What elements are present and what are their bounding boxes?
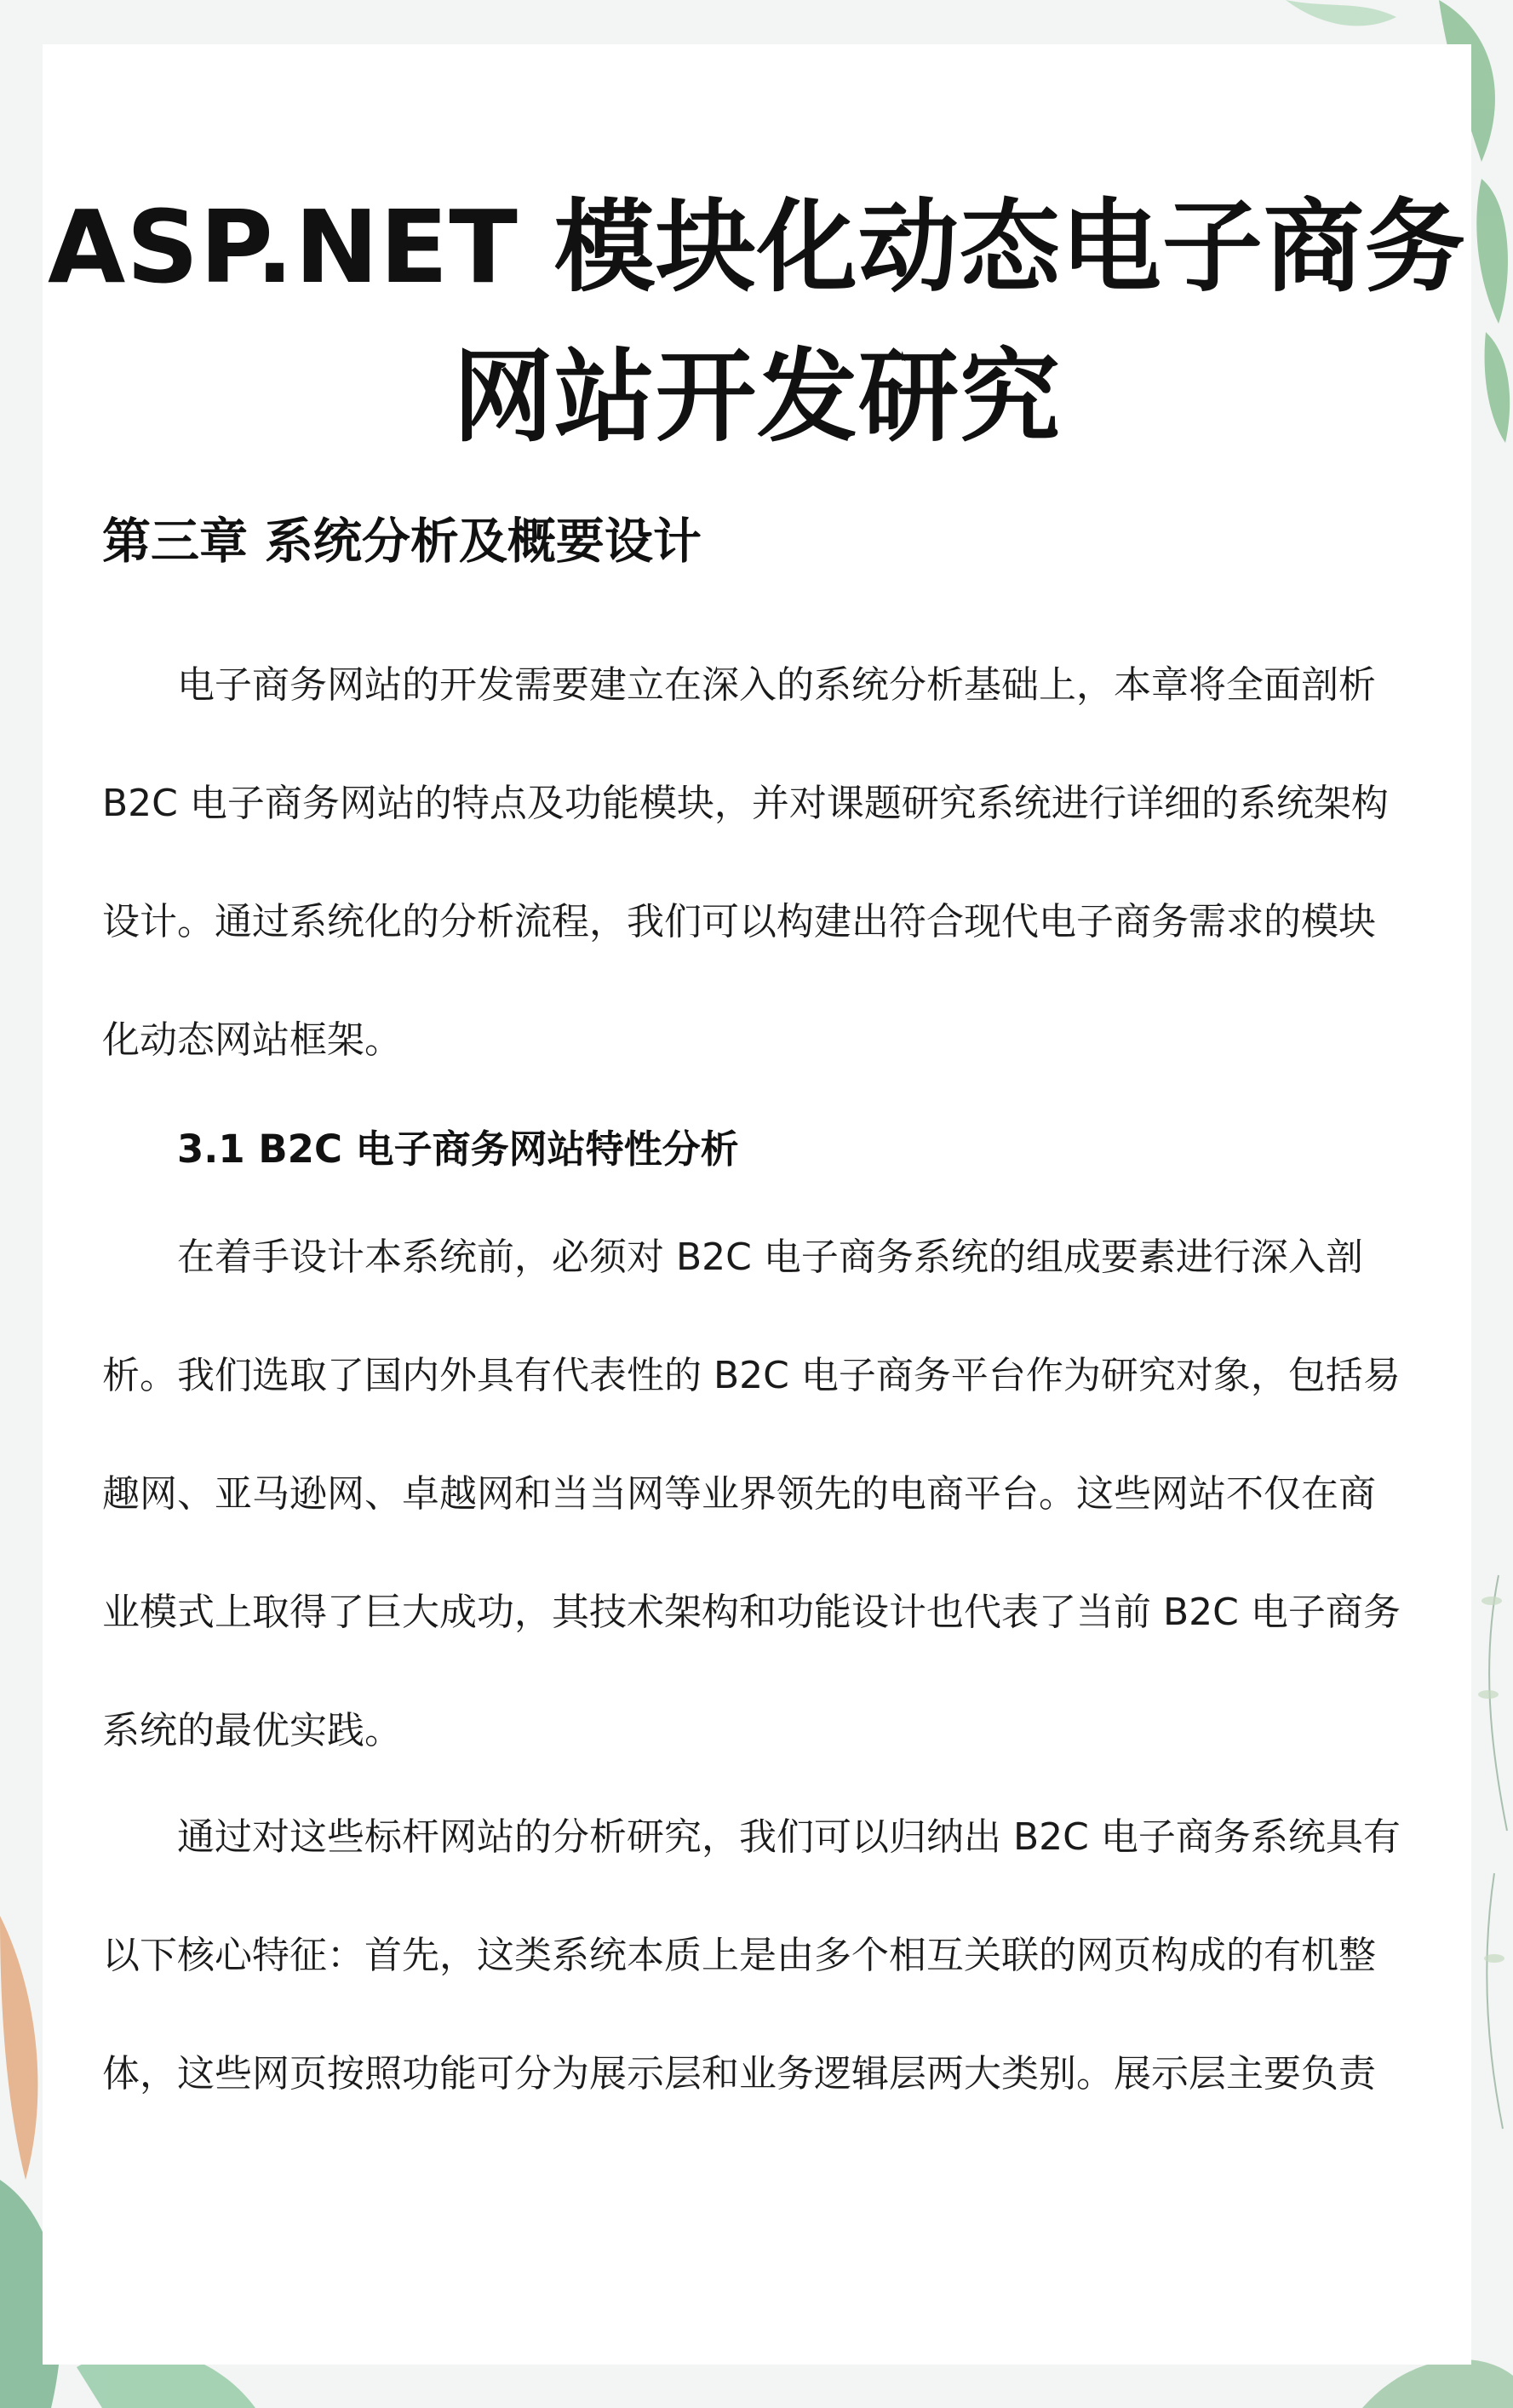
text-line: 趣网、亚马逊网、卓越网和当当网等业界领先的电商平台。这些网站不仅在商 [102,1472,1376,1516]
text-line: 业模式上取得了巨大成功，其技术架构和功能设计也代表了当前 B2C 电子商务 [102,1591,1401,1634]
text-line: 以下核心特征：首先，这类系统本质上是由多个相互关联的网页构成的有机整 [102,1934,1376,1977]
text-line: 在着手设计本系统前，必须对 B2C 电子商务系统的组成要素进行深入剖 [177,1236,1363,1279]
title-line-1: ASP.NET 模块化动态电子商务 [48,188,1466,306]
section-heading: 3.1 B2C 电子商务网站特性分析 [177,1127,739,1172]
text-line: 电子商务网站的开发需要建立在深入的系统分析基础上，本章将全面剖析 [177,663,1376,707]
section-paragraph-2 [102,1778,1439,2133]
intro-paragraph [102,626,1439,1099]
text-line: 化动态网站框架。 [102,1018,402,1062]
text-line: 通过对这些标杆网站的分析研究，我们可以归纳出 B2C 电子商务系统具有 [177,1815,1401,1859]
text-line: 设计。通过系统化的分析流程，我们可以构建出符合现代电子商务需求的模块 [102,900,1376,943]
document-title [43,172,1471,472]
text-line: B2C 电子商务网站的特点及功能模块，并对课题研究系统进行详细的系统架构 [102,782,1389,825]
section-paragraph-1 [102,1198,1439,1790]
title-line-2: 网站开发研究 [452,338,1061,456]
text-line: 系统的最优实践。 [102,1709,402,1752]
text-line: 析。我们选取了国内外具有代表性的 B2C 电子商务平台作为研究对象，包括易 [102,1354,1401,1397]
text-line: 体，这些网页按照功能可分为展示层和业务逻辑层两大类别。展示层主要负责 [102,2052,1376,2096]
chapter-heading: 第三章 系统分析及概要设计 [102,513,702,570]
document-page [43,44,1471,2365]
